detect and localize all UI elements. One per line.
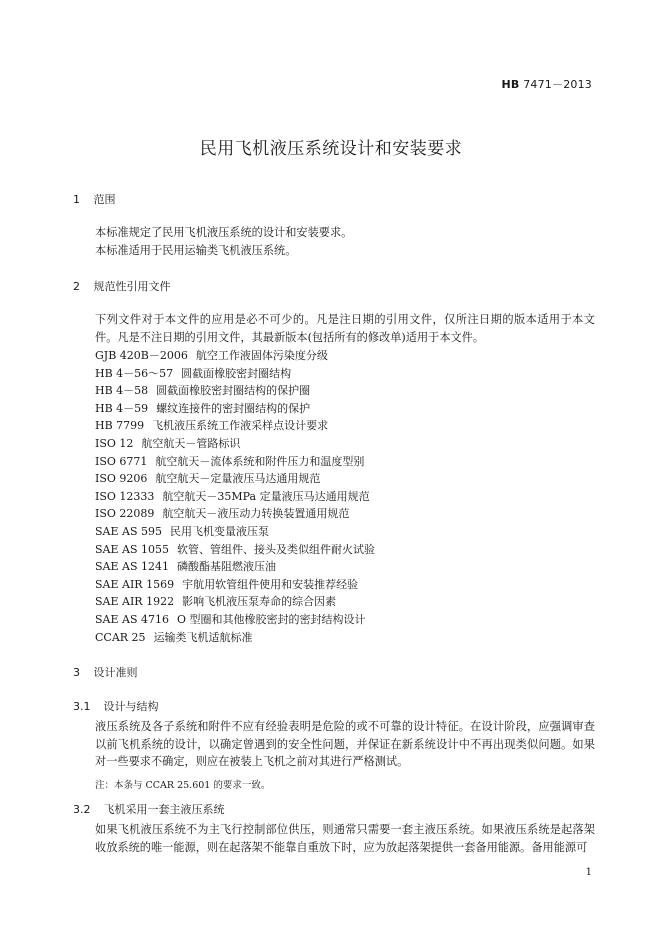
reference-title: 圆截面橡胶密封圈结构 [181, 366, 292, 380]
reference-title: 宇航用软管组件使用和安装推荐经验 [182, 577, 359, 591]
reference-code: HB 4－56～57 [95, 366, 174, 380]
reference-code: ISO 6771 [95, 454, 148, 468]
section-number: 1 [73, 193, 80, 206]
reference-title: 影响飞机液压泵寿命的综合因素 [182, 595, 337, 609]
reference-title: 航空航天－液压动力转换装置通用规范 [162, 507, 350, 521]
section-title: 飞机采用一套主液压系统 [103, 803, 225, 816]
section-title: 范围 [93, 193, 116, 206]
reference-code: SAE AIR 1569 [95, 577, 175, 591]
section-3-1-text: 液压系统及各子系统和附件不应有经验表明是危险的或不可靠的设计特征。在设计阶段，应强调审查以前飞机系统的设计，以确定曾遇到的安全性问题，并保证在新系统设计中不再出现类似问题。如果对一些要求不确定，则应在被装上飞机之前对其进行严格测试。 [95, 720, 595, 768]
section-3-2-body [73, 821, 595, 856]
standard-number: 7471－2013 [523, 78, 592, 91]
reference-code: SAE AS 1055 [95, 542, 169, 556]
section-1-heading [73, 191, 116, 207]
section-number: 3 [73, 666, 80, 679]
reference-title: 航空航天－管路标识 [141, 436, 241, 450]
reference-code: SAE AS 595 [95, 524, 162, 538]
reference-title: 航空航天－流体系统和附件压力和温度型别 [155, 454, 365, 468]
reference-item [95, 417, 375, 435]
reference-item [95, 435, 375, 453]
section-number: 3.2 [73, 803, 91, 816]
reference-item [95, 505, 375, 523]
reference-title: 航空航天－定量液压马达通用规范 [155, 472, 321, 486]
section-number: 2 [73, 280, 80, 293]
document-title: 民用飞机液压系统设计和安装要求 [199, 139, 463, 159]
section-number: 3.1 [73, 700, 91, 713]
standard-number-header [502, 76, 593, 92]
reference-title: 航空航天－35MPa 定量液压马达通用规范 [162, 489, 370, 503]
section-title: 设计与结构 [103, 700, 159, 713]
reference-item [95, 558, 375, 576]
reference-item [95, 629, 375, 647]
reference-item [95, 611, 375, 629]
reference-code: ISO 12 [95, 436, 134, 450]
reference-title: 软管、管组件、接头及类似组件耐火试验 [176, 542, 375, 556]
reference-item [95, 453, 375, 471]
reference-item [95, 470, 375, 488]
standard-code: HB [501, 78, 520, 91]
reference-code: SAE AS 1241 [95, 560, 169, 574]
reference-item [95, 347, 375, 365]
reference-item [95, 541, 375, 559]
section-title: 设计准则 [93, 666, 138, 679]
reference-code: ISO 12333 [95, 489, 155, 503]
section-1-line-1: 本标准规定了民用飞机液压系统的设计和安装要求。 [95, 226, 353, 239]
reference-code: SAE AS 4716 [95, 612, 169, 626]
reference-title: 运输类飞机适航标准 [153, 630, 253, 644]
section-3-1-body [73, 718, 595, 771]
reference-code: CCAR 25 [95, 630, 146, 644]
section-2-intro-text: 下列文件对于本文件的应用是必不可少的。凡是注日期的引用文件，仅所注日期的版本适用于本文件。凡是不注日期的引用文件，其最新版本(包括所有的修改单)适用于本文件。 [95, 313, 595, 344]
reference-code: HB 4－58 [95, 384, 149, 398]
section-3-heading [73, 664, 138, 680]
reference-title: 圆截面橡胶密封圈结构的保护圈 [156, 384, 311, 398]
reference-title: 飞机液压系统工作液采样点设计要求 [152, 419, 329, 433]
reference-item [95, 400, 375, 418]
reference-item [95, 488, 375, 506]
section-2-intro [73, 311, 595, 346]
reference-code: SAE AIR 1922 [95, 595, 175, 609]
reference-item [95, 593, 375, 611]
reference-title: 磷酸酯基阻燃液压油 [176, 560, 276, 574]
section-3-1-note: 注：本条与 CCAR 25.601 的要求一致。 [95, 780, 271, 791]
reference-item [95, 576, 375, 594]
reference-title: 螺纹连接件的密封圈结构的保护 [156, 401, 311, 415]
reference-title: 航空工作液固体污染度分级 [195, 349, 328, 362]
section-3-2-text: 如果飞机液压系统不为主飞行控制部位供压，则通常只需要一套主液压系统。如果液压系统是起落架收放系统的唯一能源，则在起落架不能靠自重放下时，应为放起落架提供一套备用能源。备用能源可 [95, 823, 595, 854]
reference-code: GJB 420B－2006 [95, 349, 188, 362]
reference-title: 民用飞机变量液压泵 [169, 524, 269, 538]
reference-code: ISO 9206 [95, 472, 148, 486]
reference-title: O 型圈和其他橡胶密封的密封结构设计 [176, 612, 366, 626]
section-2-heading [73, 278, 171, 294]
page-number: 1 [585, 867, 592, 878]
section-1-line-2: 本标准适用于民用运输类飞机液压系统。 [95, 244, 297, 257]
reference-code: ISO 22089 [95, 507, 155, 521]
reference-code: HB 7799 [95, 419, 145, 433]
reference-item [95, 382, 375, 400]
reference-item [95, 523, 375, 541]
reference-list [95, 347, 375, 646]
section-3-2-heading [73, 801, 225, 817]
reference-code: HB 4－59 [95, 401, 149, 415]
section-title: 规范性引用文件 [93, 280, 171, 293]
section-3-1-heading [73, 698, 159, 714]
reference-item [95, 365, 375, 383]
